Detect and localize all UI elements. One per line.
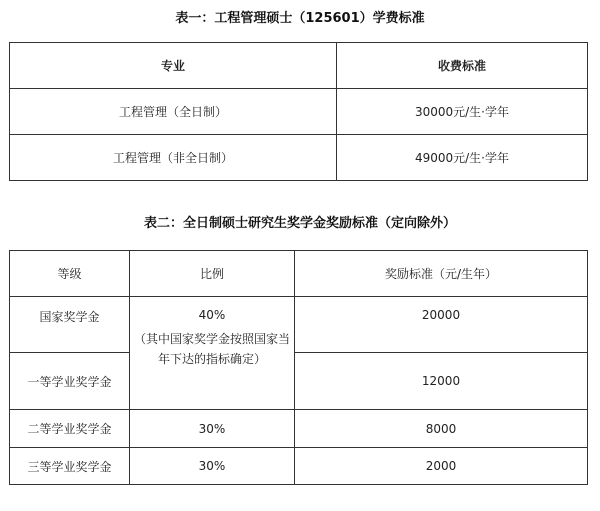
scholarship-table (9, 250, 588, 485)
cell-ratio-merged (130, 297, 295, 410)
cell-level: 二等学业奖学金 (10, 410, 130, 448)
table-header-row (10, 251, 588, 297)
cell-major: 工程管理（全日制） (10, 89, 337, 135)
table-row (10, 135, 588, 181)
table-row (10, 353, 588, 410)
table-row (10, 448, 588, 485)
tuition-table (9, 42, 588, 181)
header-fee-standard: 收费标准 (337, 43, 588, 89)
table-row (10, 297, 588, 353)
cell-ratio: 30% (130, 410, 295, 448)
header-level: 等级 (10, 251, 130, 297)
cell-amount: 20000 (295, 297, 588, 353)
table2-title: 表二：全日制硕士研究生奖学金奖励标准（定向除外） (143, 216, 456, 231)
table-header-row (10, 43, 588, 89)
ratio-note: （其中国家奖学金按照国家当年下达的指标确定） (134, 332, 291, 366)
table-row (10, 410, 588, 448)
cell-ratio: 30% (130, 448, 295, 485)
cell-level: 国家奖学金 (10, 297, 130, 353)
cell-level: 一等学业奖学金 (10, 353, 130, 410)
cell-amount: 2000 (295, 448, 588, 485)
table1-title: 表一：工程管理硕士（125601）学费标准 (175, 11, 425, 26)
cell-fee: 30000元/生·学年 (337, 89, 588, 135)
ratio-value: 40% (198, 308, 226, 322)
cell-major: 工程管理（非全日制） (10, 135, 337, 181)
header-ratio: 比例 (130, 251, 295, 297)
header-major: 专业 (10, 43, 337, 89)
header-amount: 奖励标准（元/生年） (295, 251, 588, 297)
cell-amount: 12000 (295, 353, 588, 410)
cell-amount: 8000 (295, 410, 588, 448)
cell-fee: 49000元/生·学年 (337, 135, 588, 181)
table-row (10, 89, 588, 135)
cell-level: 三等学业奖学金 (10, 448, 130, 485)
